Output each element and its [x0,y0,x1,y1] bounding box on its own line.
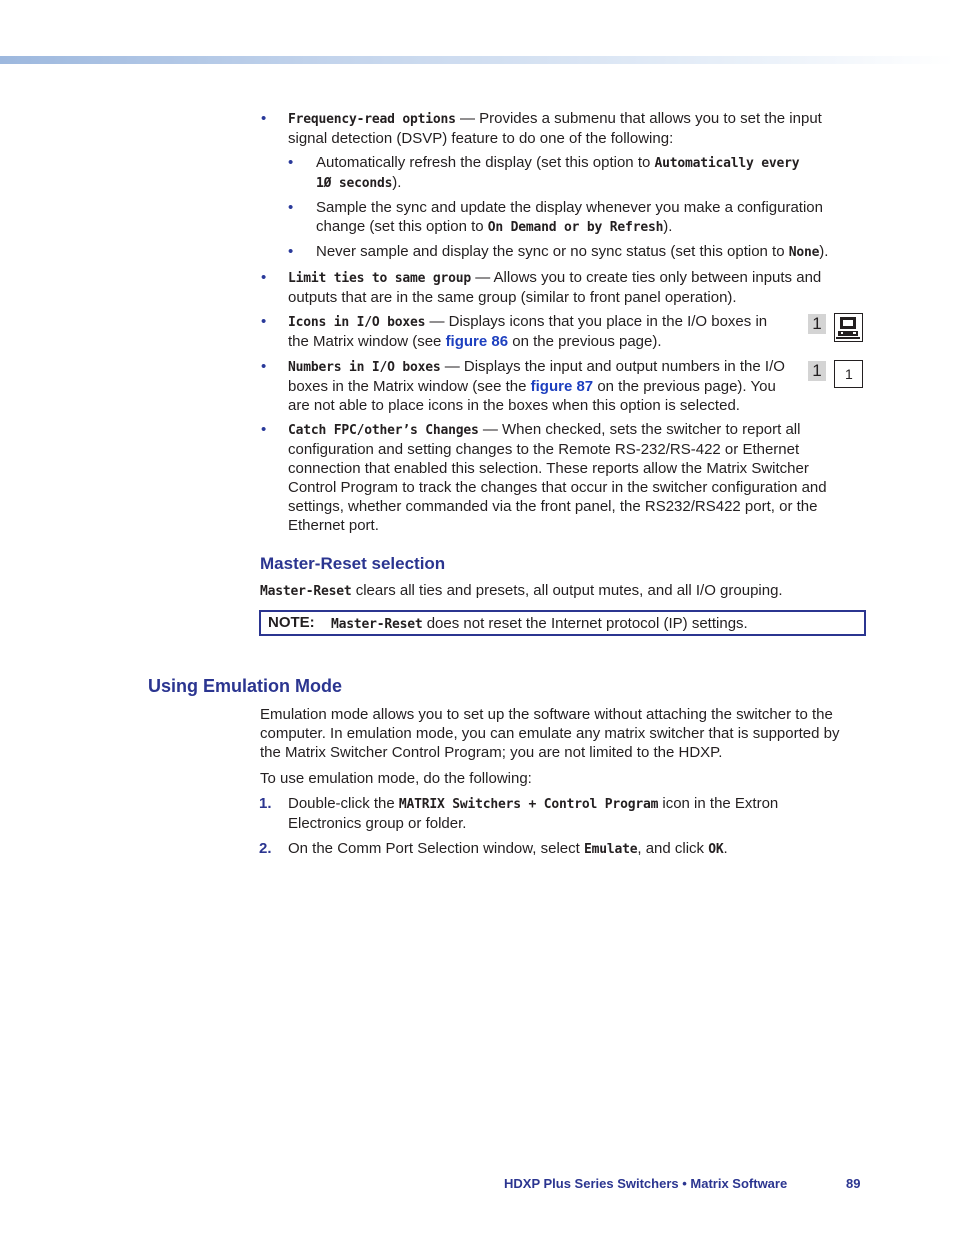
sub-item-3 [316,242,856,262]
sub3-text-2: ). [819,243,829,260]
step1-term: MATRIX Switchers + Control Program [398,797,659,812]
icons-text: — Displays icons that you place in the I/O boxes in [425,313,768,330]
emulation-intro: To use emulation mode, do the following: [260,770,532,787]
icons-text-3: on the previous page). [508,333,662,350]
sub3-term: None [788,245,820,260]
note-box [259,610,866,636]
sub2-term: On Demand or by Refresh [487,220,664,235]
bullet: • [261,358,267,375]
step2-term-2: OK [708,842,724,857]
figure-86-link[interactable]: figure 86 [445,333,509,350]
icons-term: Icons in I/O boxes [288,315,426,330]
catch-text-2: configuration and setting changes to the Remote RS-232/RS-422 or Ethernet [288,441,800,458]
numbers-term: Numbers in I/O boxes [288,360,441,375]
master-reset-heading: Master-Reset selection [260,554,446,573]
step-2 [288,839,728,859]
bullet: • [261,110,267,127]
step1-text-3: Electronics group or folder. [288,815,467,832]
sub-bullet: • [288,199,294,216]
numbers-item [288,357,798,415]
computer-icon [834,313,863,342]
footer-title: HDXP Plus Series Switchers • Matrix Software [504,1176,788,1191]
figure-87-link[interactable]: figure 87 [530,378,594,395]
catch-text-4: Control Program to track the changes that occur in the switcher configuration and [288,479,827,496]
sub2-text-2: change (set this option to [316,218,488,235]
sub1-term: Automatically every [654,156,800,171]
sub3-text: Never sample and display the sync or no sync status (set this option to [316,243,789,260]
limit-text-2: outputs that are in the same group (similar to front panel operation). [288,289,737,306]
master-reset-text: clears all ties and presets, all output mutes, and all I/O grouping. [351,582,783,599]
icons-text-2: the Matrix window (see [288,333,446,350]
emulation-text-3: the Matrix Switcher Control Program; you are not limited to the HDXP. [260,744,723,761]
figure-icon-mode-number: 1 [808,314,826,334]
step2-text: On the Comm Port Selection window, select [288,840,584,857]
note-content [331,614,748,634]
sub2-text: Sample the sync and update the display whenever you make a configuration [316,199,823,216]
freq-text: — Provides a submenu that allows you to set the input [455,110,822,127]
note-label: NOTE: [268,614,315,631]
step1-text-2: icon in the Extron [658,795,779,812]
numbers-text-4: are not able to place icons in the boxes when this option is selected. [288,397,740,414]
numbers-text: — Displays the input and output numbers in the I/O [440,358,785,375]
step-1 [288,794,848,833]
sub1-text-2: ). [392,174,402,191]
numbers-text-2: boxes in the Matrix window (see the [288,378,531,395]
sub2-text-3: ). [663,218,673,235]
figure-number-mode-number: 1 [808,361,826,381]
emulation-text-1: Emulation mode allows you to set up the software without attaching the switcher to the [260,706,833,723]
emulation-text-2: computer. In emulation mode, you can emulate any matrix switcher that is supported by [260,725,840,742]
sub-bullet: • [288,243,294,260]
limit-item [288,268,848,307]
catch-text: — When checked, sets the switcher to report all [478,421,801,438]
note-text: does not reset the Internet protocol (IP) settings. [422,615,748,632]
sub1-text: Automatically refresh the display (set this option to [316,154,655,171]
step-2-number: 2. [259,840,272,857]
bullet: • [261,313,267,330]
catch-text-6: Ethernet port. [288,517,379,534]
catch-text-5: settings, whether commanded via the front panel, the RS232/RS422 port, or the [288,498,818,515]
master-reset-term: Master-Reset [260,584,352,599]
step1-text: Double-click the [288,795,399,812]
io-number-box: 1 [834,360,863,388]
limit-text: — Allows you to create ties only between inputs and [471,269,822,286]
master-reset-paragraph [260,581,783,601]
step2-term: Emulate [583,842,638,857]
bullet: • [261,421,267,438]
step-1-number: 1. [259,795,272,812]
step2-text-3: . [723,840,728,857]
icons-item [288,312,798,351]
numbers-text-3: on the previous page). You [593,378,776,395]
note-term: Master-Reset [331,617,423,632]
sub1-term-2: 1Ø seconds [316,176,393,191]
step2-text-2: , and click [637,840,709,857]
emulation-paragraph [260,705,860,762]
page-number: 89 [846,1176,861,1191]
catch-text-3: connection that enabled this selection. These reports allow the Matrix Switcher [288,460,809,477]
limit-term: Limit ties to same group [288,271,472,286]
freq-text-2: signal detection (DSVP) feature to do one of the following: [288,130,674,147]
emulation-heading: Using Emulation Mode [148,676,343,696]
sub-item-1 [316,153,846,193]
freq-term: Frequency-read options [288,112,456,127]
freq-item [288,109,848,148]
catch-item [288,420,858,535]
header-gradient-bar [0,56,954,64]
sub-item-2 [316,198,846,237]
sub-bullet: • [288,154,294,171]
bullet: • [261,269,267,286]
catch-term: Catch FPC/other’s Changes [288,423,479,438]
